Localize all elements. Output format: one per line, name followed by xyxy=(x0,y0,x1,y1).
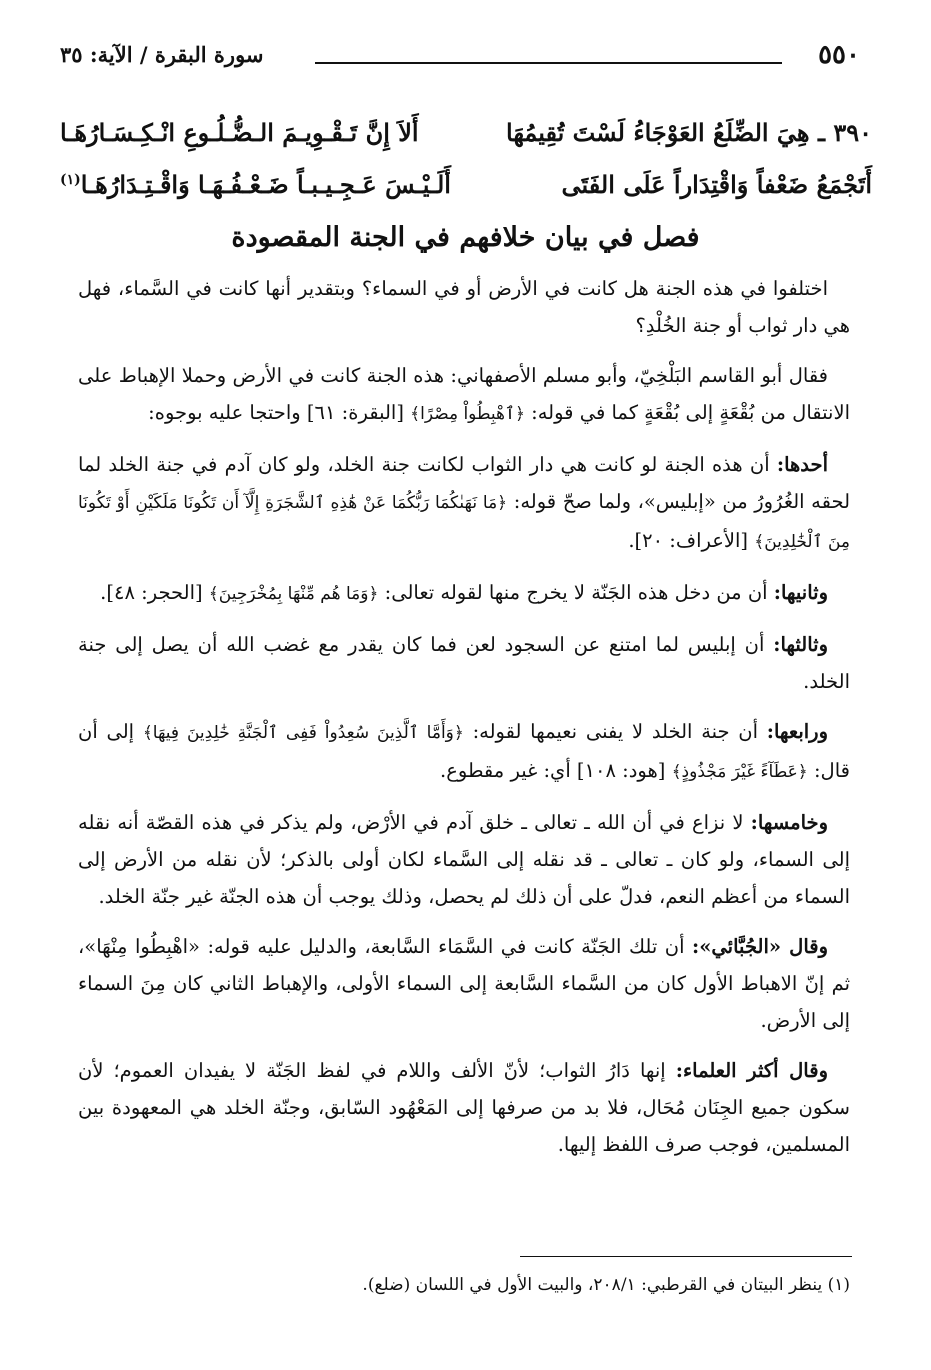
page-number: ٥٥٠ xyxy=(818,40,860,70)
paragraph xyxy=(78,804,850,915)
quran-quote: ﴿ٱهْبِطُواْ مِصْرًا﴾ xyxy=(410,404,525,424)
paragraph xyxy=(78,928,850,1039)
paragraph-text: إنها دَارُ الثواب؛ لأنّ الألف واللام في لفظ الجَنّة لا يفيدان العموم؛ لأن سكون جميع الجِنَان مُحَال، فلا بد من صرفها إلى المَعْهُود السّابق، وجنّة الخلد هي المعهودة بين المسلمين، فوجب صرف اللفظ إليها. xyxy=(78,1059,850,1156)
paragraph-text: أن تلك الجَنّة كانت في السَّمَاء السَّابعة، والدليل عليه قوله: «اهْبِطُوا مِنْهَا»، ثم إنّ الاهباط الأول كان من السَّماء السَّابعة إلى السماء الأولى، والإهباط الثاني كان مِنَ السماء إلى الأرض. xyxy=(78,935,850,1032)
argument-label: أحدها: xyxy=(776,453,829,476)
paragraph-text: إلى أن قال: xyxy=(78,720,850,782)
quran-quote: ﴿عَطَآءً غَيْرَ مَجْذُوذٍ﴾ xyxy=(671,762,808,782)
verse-2-second-hemistich xyxy=(60,170,451,199)
poem-verse-2 xyxy=(60,158,872,210)
paragraph xyxy=(78,357,850,433)
argument-label: وقال «الجُبَّائي»: xyxy=(692,935,829,958)
paragraph xyxy=(78,626,850,700)
quran-quote: ﴿وَمَا هُم مِّنْهَا بِمُخْرَجِينَ﴾ xyxy=(208,584,379,604)
footnote-marker: (١) xyxy=(60,171,81,188)
paragraph-text: أن هذه الجنة لو كانت هي دار الثواب لكانت جنة الخلد، ولو كان آدم في جنة الخلد لما لحقه الغُرُورُ من «إبليس»، ولما صحّ قوله: xyxy=(78,453,851,513)
paragraph-text: لا نزاع في أن الله ـ تعالى ـ خلق آدم في الأرْض، ولم يذكر في هذه القصّة أنه نقله إلى السماء، ولو كان ـ تعالى ـ قد نقله إلى السَّماء لكان أولى بالذكر؛ لأن نقله من الأرض إلى السماء من أعظم النعم، فدلّ على أن ذلك لم يحصل، وذلك يوجب أن هذه الجنّة غير جنّة الخلد. xyxy=(78,811,850,908)
paragraph-text: [الحجر: ٤٨]. xyxy=(100,581,203,604)
paragraph xyxy=(78,574,850,613)
footnote: (١) ينظر البيتان في القرطبي: ٢٠٨/١، والبيت الأول في اللسان (ضلع). xyxy=(362,1275,850,1295)
paragraph-text: [البقرة: ٦١] واحتجا عليه بوجوه: xyxy=(148,401,404,424)
paragraph xyxy=(78,270,850,344)
section-title: فصل في بيان خلافهم في الجنة المقصودة xyxy=(231,222,700,253)
paragraph-text: اختلفوا في هذه الجنة هل كانت في الأرض أو في السماء؟ وبتقدير أنها كانت في السَّماء، فهل هي دار ثواب أو جنة الخُلْدِ؟ xyxy=(78,277,850,337)
footnote-separator xyxy=(520,1256,852,1257)
quran-quote: ﴿وَأَمَّا ٱلَّذِينَ سُعِدُواْ فَفِى ٱلْجَنَّةِ خَٰلِدِينَ فِيهَا﴾ xyxy=(142,723,464,743)
verse-2-second-text: أَلَـيْـسَ عَـجِـيـبـاً ضَـعْـفُـهَـا وَاقْـتِـدَارُهَـا xyxy=(80,169,451,199)
argument-label: وثالثها: xyxy=(773,633,828,656)
paragraph xyxy=(78,446,850,561)
poem-verses xyxy=(60,106,872,210)
argument-label: وثانيها: xyxy=(773,581,828,604)
paragraph-text: [الأعراف: ٢٠]. xyxy=(628,529,749,552)
argument-label: ورابعها: xyxy=(766,720,828,743)
paragraph-text: أن من دخل هذه الجَنّة لا يخرج منها لقوله تعالى: xyxy=(384,581,768,604)
verse-1-first-hemistich: ٣٩٠ ـ هِيَ الضِّلَعُ العَوْجَاءُ لَسْتَ تُقِيمُهَا xyxy=(506,117,872,147)
header-rule xyxy=(315,62,782,64)
paragraph xyxy=(78,713,850,791)
paragraph-text: أن جنة الخلد لا يفنى نعيمها لقوله: xyxy=(472,720,759,743)
running-title: سورة البقرة / الآية: ٣٥ xyxy=(60,42,264,67)
page-header xyxy=(60,40,860,74)
verse-2-first-hemistich: أَتَجْمَعُ ضَعْفاً وَاقْتِدَاراً عَلَى الفَتَى xyxy=(561,169,872,199)
verse-1-second-hemistich: أَلاَ إِنَّ تَـقْـوِيـمَ الـضُّـلُـوعِ انْـكِـسَـارُهَـا xyxy=(60,117,419,147)
paragraph-text: أن إبليس لما امتنع عن السجود لعن فما كان يقدر مع غضب الله أن يصل إلى جنة الخلد. xyxy=(78,633,850,693)
argument-label: وقال أكثر العلماء: xyxy=(675,1059,828,1082)
poem-verse-1 xyxy=(60,106,872,158)
paragraph xyxy=(78,1052,850,1163)
paragraph-text: فقال أبو القاسم البَلْخِيّ، وأبو مسلم الأصفهاني: هذه الجنة كانت في الأرض وحملا الإهباط على الانتقال من بُقْعَةٍ إلى بُقْعَةٍ كما في قوله: xyxy=(78,364,850,424)
quran-quote: ﴿مَا نَهَىٰكُمَا رَبُّكُمَا عَنْ هَٰذِهِ ٱلشَّجَرَةِ إِلَّآ أَن تَكُونَا مَلَكَيْنِ أَوْ تَكُونَا مِنَ ٱلْخَٰلِدِينَ﴾ xyxy=(78,493,850,552)
argument-label: وخامسها: xyxy=(750,811,829,834)
body-text xyxy=(78,270,850,1176)
paragraph-text: [هود: ١٠٨] أي: غير مقطوع. xyxy=(440,759,666,782)
